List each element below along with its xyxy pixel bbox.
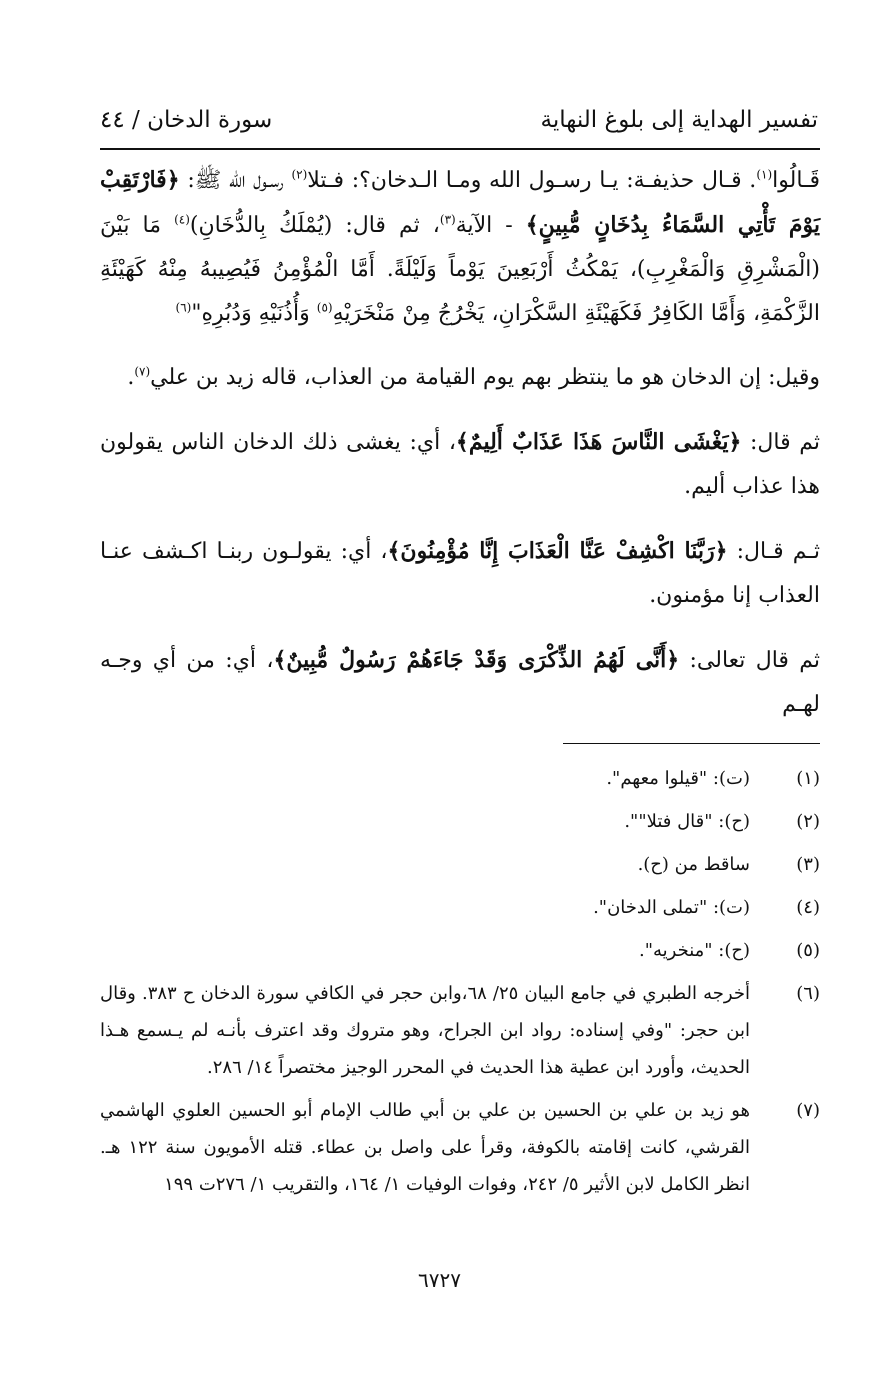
quran-verse: ﴿فَارْتَقِبْ يَوْمَ تَأْتِي السَّمَاءُ بِدُخَانٍ مُّبِينٍ﴾ bbox=[100, 167, 821, 238]
quran-verse: ﴿أَنَّى لَهُمُ الذِّكْرَى وَقَدْ جَاءَهُمْ رَسُولٌ مُّبِينٌ﴾ bbox=[273, 647, 680, 673]
paragraph-qil bbox=[100, 356, 820, 400]
footnote-ref: (١) bbox=[756, 167, 773, 182]
paragraph-rabbana bbox=[100, 529, 820, 618]
footnote-number: (٧) bbox=[796, 1100, 820, 1121]
footnote-divider bbox=[563, 743, 820, 744]
text-run: ثـم قـال: bbox=[727, 539, 821, 564]
footnotes bbox=[100, 760, 820, 1209]
footnote bbox=[100, 975, 820, 1086]
footnote-text: (ح): "منخريه". bbox=[638, 940, 750, 961]
header-divider bbox=[100, 148, 820, 150]
footnote-number: (٥) bbox=[796, 940, 820, 961]
footnote-ref: (٣) bbox=[439, 212, 456, 227]
quran-verse: ﴿يَغْشَى النَّاسَ هَذَا عَذَابٌ أَلِيمٌ﴾ bbox=[455, 429, 742, 455]
page-number: ٦٧٢٧ bbox=[418, 1268, 461, 1292]
text-run: . قـال حذيفـة: يـا رسـول الله ومـا الـدخان؟: فـتلا bbox=[307, 168, 757, 193]
footnote-number: (٢) bbox=[796, 811, 820, 832]
footnote-text: أخرجه الطبري في جامع البيان ٢٥/ ٦٨،وابن حجر في الكافي سورة الدخان ح ٣٨٣. وقال ابن حجر: "وفي إسناده: رواد ابن الجراح، وهو متروك وقد اعترف بأنـه لم يـسمع هـذا الحديث، وأورد ابن عطية هذا الحديث في المحرر الوجيز مختصراً ١٤/ ٢٨٦. bbox=[100, 983, 750, 1078]
paragraph-yaghsha bbox=[100, 420, 820, 509]
footnote bbox=[100, 846, 820, 883]
footnote bbox=[100, 1092, 820, 1203]
text-run: مَا بَيْنَ (الْمَشْرِقِ وَالْمَغْرِبِ)، يَمْكُثُ أَرْبَعِينَ يَوْماً وَلَيْلَةً. أَمَّا الْمُؤْمِنُ فَيُصِيبهُ مِنْهُ كَهَيْئَةِ الزَّكْمَةِ، وَأَمَّا الكَافِرُ فَكَهَيْئَةِ السَّكْرَانِ، يَخْرُجُ مِنْ مَنْخَرَيْهِ bbox=[100, 213, 820, 326]
footnote-ref: (٤) bbox=[174, 212, 190, 227]
footnote-ref: (٢) bbox=[291, 167, 308, 182]
footnote-ref: (٧) bbox=[134, 364, 151, 379]
text-run: وَأُذُنَيْهِ وَدُبُرِهِ" bbox=[191, 301, 317, 326]
footnote-text: (ح): "قال فتلا"". bbox=[624, 811, 750, 832]
footnote bbox=[100, 932, 820, 969]
footnote-number: (٦) bbox=[796, 983, 820, 1004]
footnote-text: هو زيد بن علي بن الحسين بن علي بن أبي طالب الإمام أبو الحسين العلوي الهاشمي القرشي، كانت إقامته بالكوفة، وقرأ على واصل بن عطاء. قتله الأمويون سنة ١٢٢ هـ. انظر الكامل لابن الأثير ٥/ ٢٤٢، وفوات الوفيات ١/ ١٦٤، والتقريب ١/ ٢٧٦ت ١٩٩ bbox=[100, 1100, 750, 1195]
text-run: ، ثم قال: (يُمْلَكُ بِالدُّخَانِ) bbox=[189, 213, 440, 238]
text-run: وقيل: إن الدخان هو ما ينتظر بهم يوم القيامة من العذاب، قاله زيد بن علي bbox=[150, 365, 820, 390]
text-run: رسـول الله ﷺ: bbox=[187, 168, 292, 193]
footnote-text: (ت): "تملى الدخان". bbox=[593, 897, 750, 918]
text-run: ثم قال تعالى: bbox=[679, 648, 820, 673]
text-run: ، أي: يقولـون ربنـا اكـشف عنـا العذاب إنا مؤمنون. bbox=[100, 539, 820, 608]
text-run: ثم قال: bbox=[741, 430, 820, 455]
footnote-ref: (٦) bbox=[175, 300, 192, 315]
text-run: ، أي: من أي وجـه لهـم bbox=[100, 648, 820, 717]
book-title: تفسير الهداية إلى بلوغ النهاية bbox=[540, 107, 818, 133]
quran-verse: ﴿رَبَّنَا اكْشِفْ عَنَّا الْعَذَابَ إِنَّا مُؤْمِنُونَ﴾ bbox=[387, 538, 728, 564]
footnote-number: (١) bbox=[796, 768, 820, 789]
footnote bbox=[100, 760, 820, 797]
footnote bbox=[100, 803, 820, 840]
main-text bbox=[100, 158, 820, 747]
footnote bbox=[100, 889, 820, 926]
footnote-ref: (٥) bbox=[316, 300, 333, 315]
running-header bbox=[100, 100, 818, 140]
paragraph-anna bbox=[100, 638, 820, 727]
footnote-text: (ت): "قيلوا معهم". bbox=[606, 768, 750, 789]
text-run: ، أي: يغشى ذلك الدخان الناس يقولون هذا عذاب أليم. bbox=[100, 430, 820, 499]
text-run: . bbox=[127, 365, 135, 390]
footnote-number: (٤) bbox=[796, 897, 820, 918]
text-run: - الآية bbox=[455, 213, 526, 238]
paragraph-hadith bbox=[100, 158, 820, 336]
footnote-text: ساقط من (ح). bbox=[637, 854, 750, 875]
text-run: قَـالُوا bbox=[772, 168, 820, 193]
surah-label: سورة الدخان / ٤٤ bbox=[100, 107, 273, 133]
footnote-number: (٣) bbox=[796, 854, 820, 875]
